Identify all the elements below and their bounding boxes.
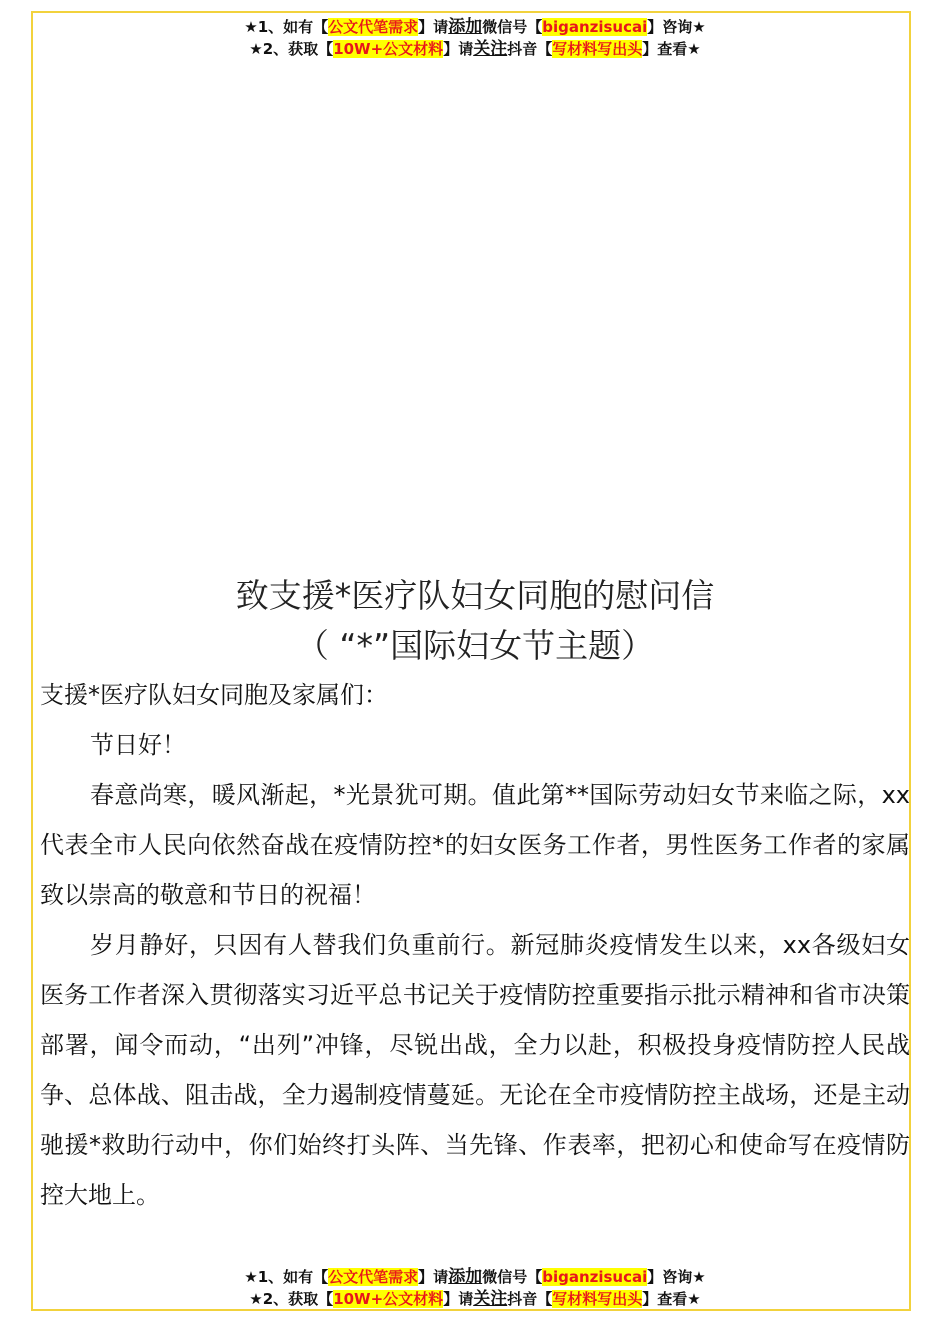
banner-text: 】请 xyxy=(443,40,474,58)
banner-text: ★2、获取【 xyxy=(249,1290,334,1308)
banner-text: 】咨询★ xyxy=(647,18,706,36)
banner-emphasis: 添加 xyxy=(448,17,483,37)
paragraph: 春意尚寒，暖风渐起，*光景犹可期。值此第**国际劳动妇女节来临之际，xx代表全市人民向依然奋战在疫情防控*的妇女医务工作者，男性医务工作者的家属致以崇高的敬意和节日的祝福！ xyxy=(40,781,910,909)
letter-body xyxy=(40,670,910,1220)
banner-highlight: 写材料写出头 xyxy=(552,1290,643,1308)
banner-line-2 xyxy=(0,38,950,60)
banner-line-1 xyxy=(0,1266,950,1288)
banner-text: 】咨询★ xyxy=(647,1268,706,1286)
banner-text: ★1、如有【 xyxy=(244,18,329,36)
banner-text: 】请 xyxy=(418,1268,449,1286)
banner-text: 】请 xyxy=(443,1290,474,1308)
title-line-2: （ “*”国际妇女节主题） xyxy=(295,626,655,665)
banner-text: ★2、获取【 xyxy=(249,40,334,58)
banner-highlight: biganzisucai xyxy=(542,1268,648,1286)
document-title xyxy=(0,571,950,671)
banner-emphasis: 添加 xyxy=(448,1267,483,1287)
salutation: 支援*医疗队妇女同胞及家属们： xyxy=(40,681,388,709)
banner-text: 抖音【 xyxy=(507,1290,553,1308)
banner-highlight: 10W+公文材料 xyxy=(333,1290,444,1308)
banner-highlight: biganzisucai xyxy=(542,18,648,36)
banner-emphasis: 关注 xyxy=(473,1289,508,1309)
banner-text: 微信号【 xyxy=(482,18,543,36)
banner-text: 】请 xyxy=(418,18,449,36)
banner-highlight: 10W+公文材料 xyxy=(333,40,444,58)
banner-line-1 xyxy=(0,16,950,38)
banner-line-2 xyxy=(0,1288,950,1310)
banner-text: ★1、如有【 xyxy=(244,1268,329,1286)
banner-highlight: 公文代笔需求 xyxy=(328,1268,419,1286)
banner-text: 微信号【 xyxy=(482,1268,543,1286)
paragraph: 节日好！ xyxy=(90,731,186,759)
banner-highlight: 写材料写出头 xyxy=(552,40,643,58)
banner-text: 】查看★ xyxy=(642,40,701,58)
banner-text: 】查看★ xyxy=(642,1290,701,1308)
banner-text: 抖音【 xyxy=(507,40,553,58)
banner-emphasis: 关注 xyxy=(473,39,508,59)
paragraph: 岁月静好，只因有人替我们负重前行。新冠肺炎疫情发生以来，xx各级妇女医务工作者深入贯彻落实习近平总书记关于疫情防控重要指示批示精神和省市决策部署，闻令而动，“出列”冲锋，尽锐出战，全力以赴，积极投身疫情防控人民战争、总体战、阻击战，全力遏制疫情蔓延。无论在全市疫情防控主战场，还是主动驰援*救助行动中，你们始终打头阵、当先锋、作表率，把初心和使命写在疫情防控大地上。 xyxy=(40,931,910,1209)
bottom-banner xyxy=(0,1266,950,1310)
top-banner xyxy=(0,16,950,60)
banner-highlight: 公文代笔需求 xyxy=(328,18,419,36)
title-line-1: 致支援*医疗队妇女同胞的慰问信 xyxy=(235,576,715,615)
